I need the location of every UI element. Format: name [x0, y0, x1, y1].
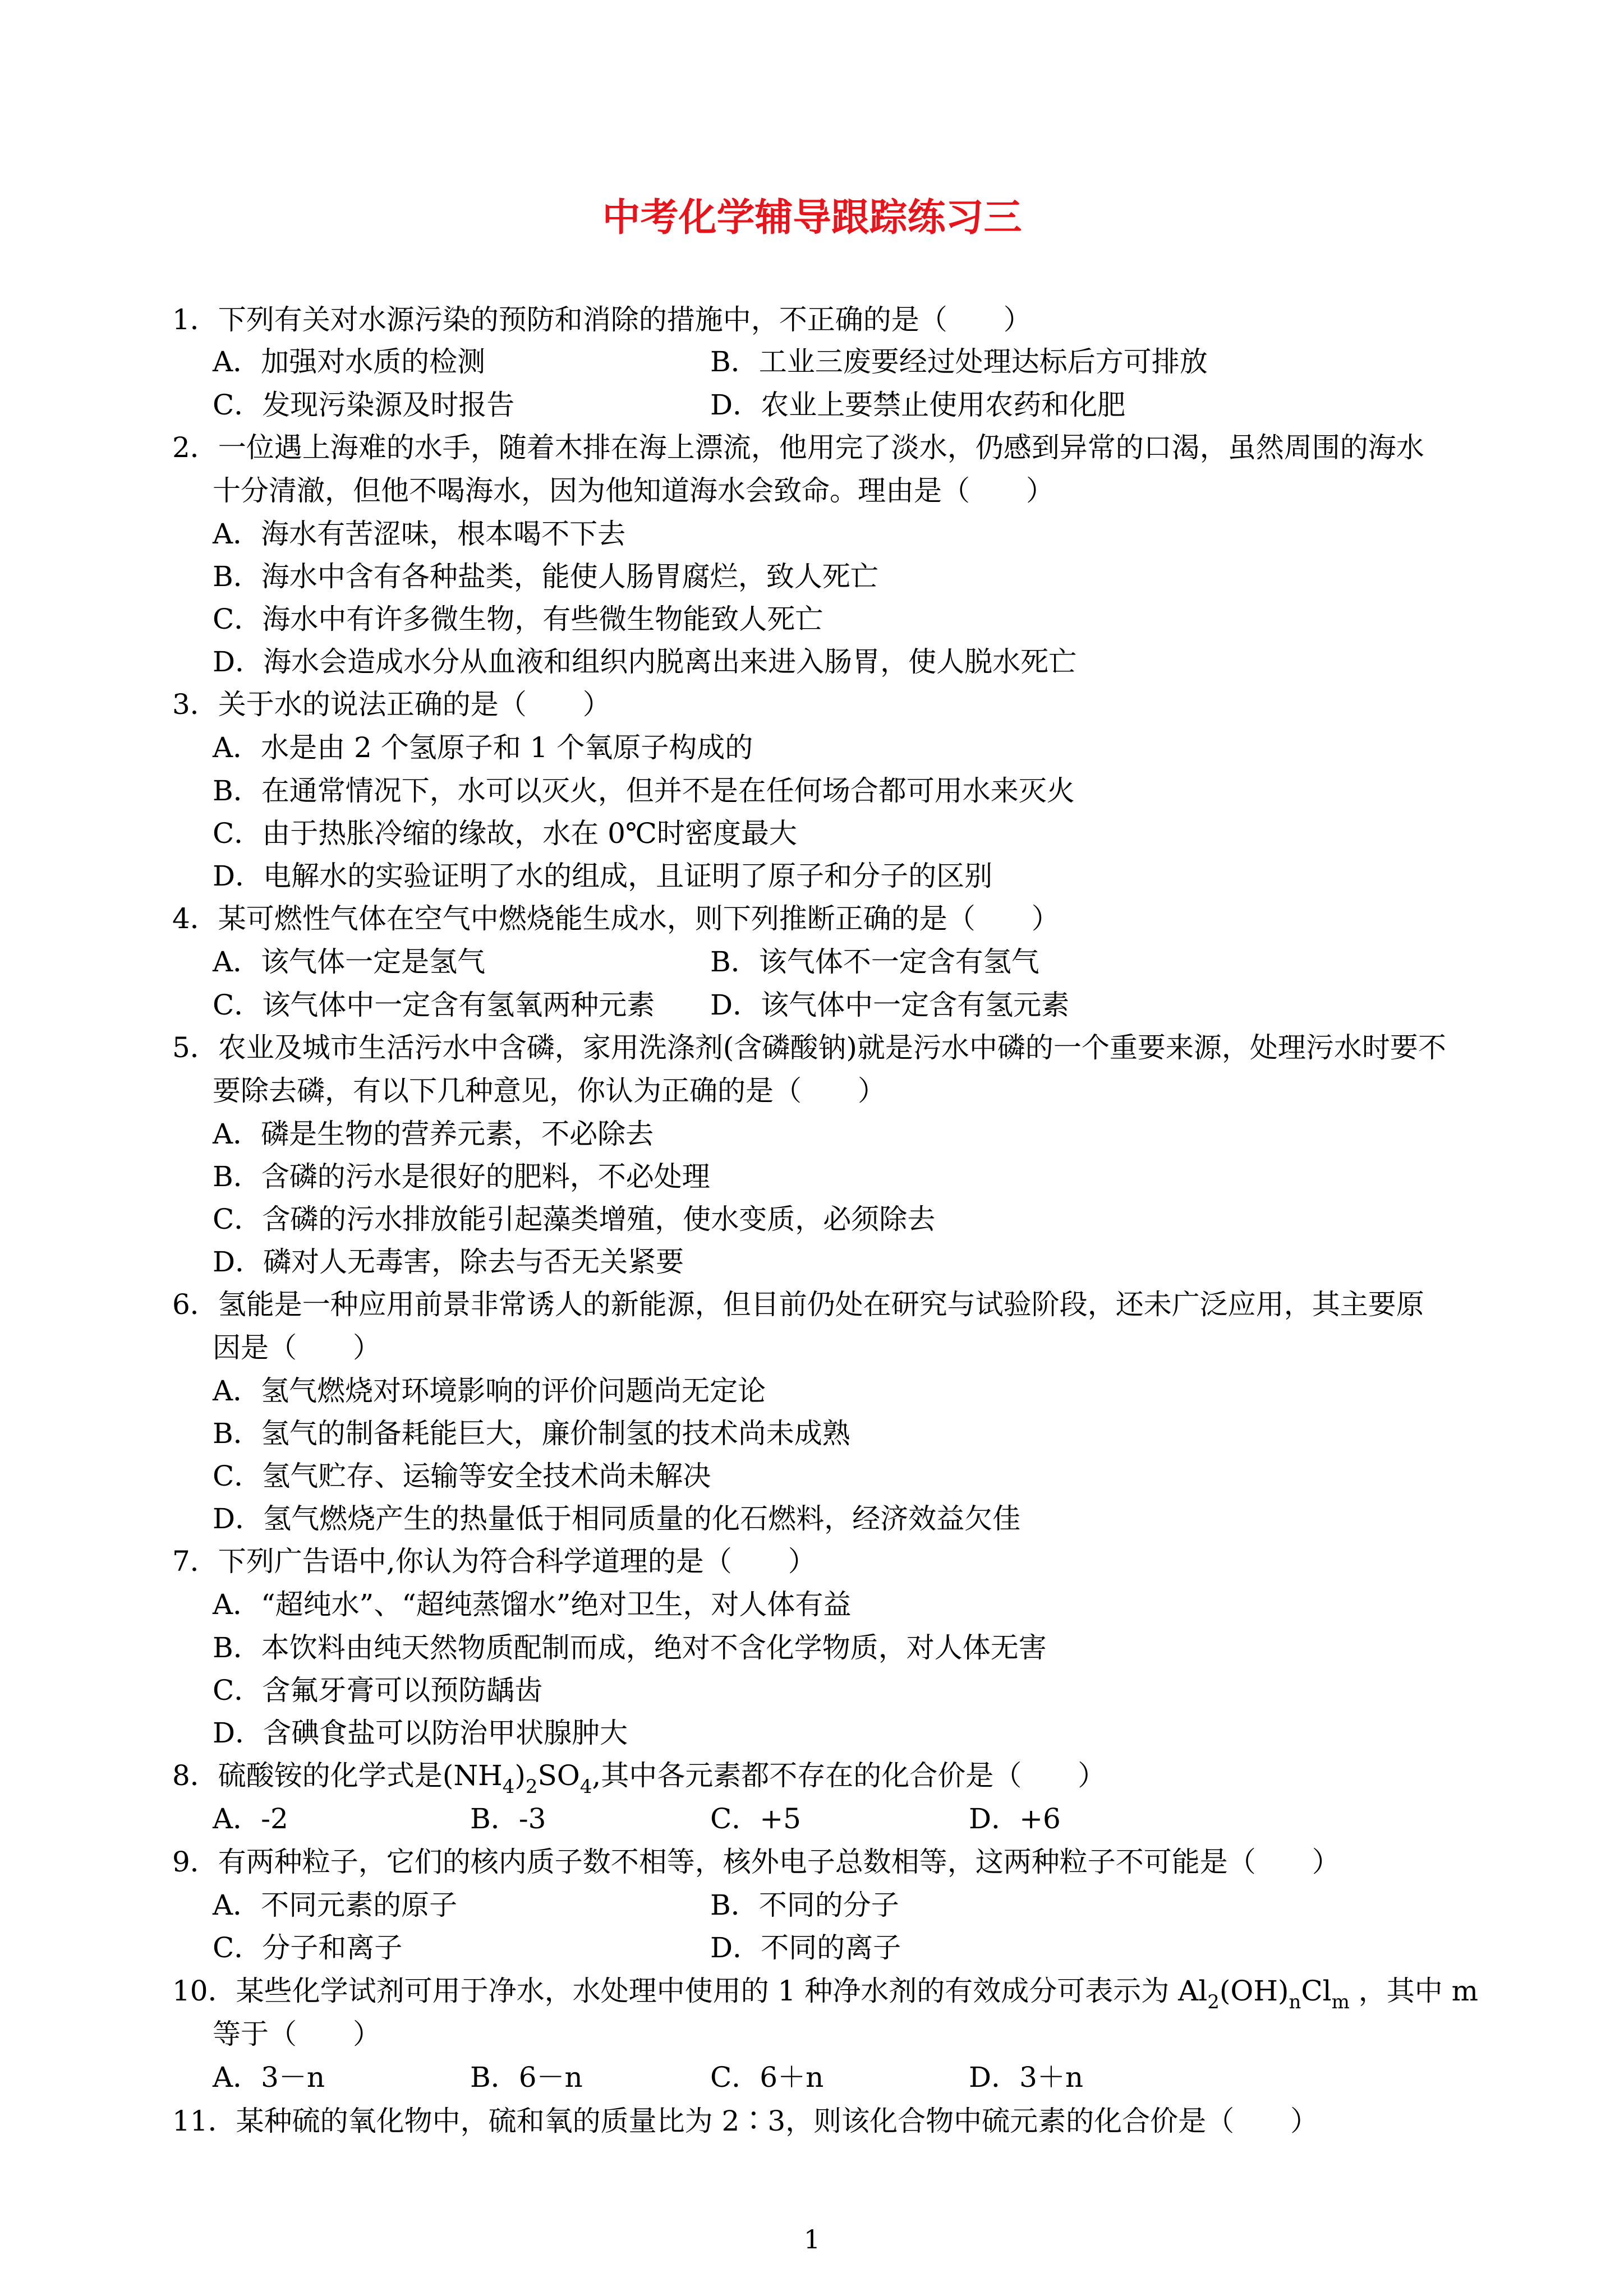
q8-option-b: B．-3 [470, 1802, 546, 1835]
q10-subscript: m [1331, 1991, 1350, 2013]
q5-option-b: B．含磷的污水是很好的肥料，不必处理 [213, 1160, 710, 1193]
q2-option-b: B．海水中含有各种盐类，能使人肠胃腐烂，致人死亡 [213, 560, 878, 593]
q6-stem-line1: 6．氢能是一种应用前景非常诱人的新能源，但目前仍处在研究与试验阶段，还未广泛应用，其主要原 [172, 1288, 1424, 1321]
q10-stem-part: 10．某些化学试剂可用于净水，水处理中使用的 1 种净水剂的有效成分可表示为 Al [172, 1975, 1208, 2007]
q7-option-a: A．“超纯水”、“超纯蒸馏水”绝对卫生，对人体有益 [213, 1588, 852, 1621]
q1-option-a: A．加强对水质的检测 [213, 345, 486, 378]
q6-stem-line2: 因是（ ） [213, 1331, 381, 1364]
q5-stem-line2: 要除去磷，有以下几种意见，你认为正确的是（ ） [213, 1075, 886, 1107]
q10-stem-part: (OH) [1219, 1975, 1289, 2007]
q4-option-d: D．该气体中一定含有氢元素 [710, 989, 1070, 1021]
q9-option-c: C．分子和离子 [213, 1931, 403, 1964]
q3-option-d: D．电解水的实验证明了水的组成，且证明了原子和分子的区别 [213, 860, 993, 892]
q5-stem-line1: 5．农业及城市生活污水中含磷，家用洗涤剂(含磷酸钠)就是污水中磷的一个重要来源，处理污水时要不 [172, 1031, 1446, 1064]
q10-option-d: D．3＋n [969, 2061, 1084, 2094]
q6-option-d: D．氢气燃烧产生的热量低于相同质量的化石燃料，经济效益欠佳 [213, 1502, 1021, 1535]
q10-option-c: C．6＋n [710, 2061, 824, 2094]
q10-subscript: 2 [1207, 1991, 1220, 2013]
q4-stem: 4．某可燃性气体在空气中燃烧能生成水，则下列推断正确的是（ ） [172, 902, 1060, 935]
q9-option-a: A．不同元素的原子 [213, 1889, 458, 1921]
q10-subscript: n [1289, 1991, 1301, 2013]
q7-option-d: D．含碘食盐可以防治甲状腺肿大 [213, 1717, 628, 1749]
q8-stem [172, 1759, 1106, 1798]
q8-stem-part: 8．硫酸铵的化学式是(NH [172, 1759, 503, 1792]
q8-stem-part: ) [514, 1759, 526, 1792]
q1-stem: 1．下列有关对水源污染的预防和消除的措施中，不正确的是（ ） [172, 303, 1032, 336]
q7-option-b: B．本饮料由纯天然物质配制而成，绝对不含化学物质，对人体无害 [213, 1631, 1047, 1664]
q3-option-b: B．在通常情况下，水可以灭火，但并不是在任何场合都可用水来灭火 [213, 774, 1075, 807]
page-number: 1 [803, 2224, 821, 2254]
q9-option-b: B．不同的分子 [710, 1889, 899, 1921]
q8-stem-part: ,其中各元素都不存在的化合价是（ ） [592, 1759, 1106, 1792]
q3-option-c: C．由于热胀冷缩的缘故，水在 0℃时密度最大 [213, 817, 797, 850]
q2-option-d: D．海水会造成水分从血液和组织内脱离出来进入肠胃，使人脱水死亡 [213, 646, 1077, 678]
q7-option-c: C．含氟牙膏可以预防龋齿 [213, 1674, 543, 1707]
q4-option-b: B．该气体不一定含有氢气 [710, 946, 1039, 978]
q8-option-d: D．+6 [969, 1802, 1061, 1835]
q9-option-d: D．不同的离子 [710, 1931, 901, 1964]
q5-option-c: C．含磷的污水排放能引起藻类增殖，使水变质，必须除去 [213, 1203, 936, 1235]
q9-stem: 9．有两种粒子，它们的核内质子数不相等，核外电子总数相等，这两种粒子不可能是（ ） [172, 1846, 1340, 1878]
q4-option-c: C．该气体中一定含有氢氧两种元素 [213, 989, 655, 1021]
q2-stem-line1: 2．一位遇上海难的水手，随着木排在海上漂流，他用完了淡水，仍感到异常的口渴，虽然周围的海水 [172, 431, 1424, 464]
q8-option-c: C．+5 [710, 1802, 801, 1835]
q5-option-d: D．磷对人无毒害，除去与否无关紧要 [213, 1246, 684, 1278]
q8-option-a: A．-2 [213, 1802, 288, 1835]
q11-stem: 11．某种硫的氧化物中，硫和氧的质量比为 2∶3，则该化合物中硫元素的化合价是（ ） [172, 2105, 1319, 2137]
q10-stem-line2: 等于（ ） [213, 2018, 381, 2050]
q6-option-c: C．氢气贮存、运输等安全技术尚未解决 [213, 1460, 711, 1492]
q8-stem-part: SO [537, 1759, 580, 1792]
q10-stem-line1 [172, 1974, 1479, 2013]
q8-subscript: 4 [579, 1776, 592, 1798]
q10-stem-part: Cl [1301, 1975, 1332, 2007]
q7-stem: 7．下列广告语中,你认为符合科学道理的是（ ） [172, 1545, 816, 1578]
q8-subscript: 4 [502, 1776, 515, 1798]
q4-option-a: A．该气体一定是氢气 [213, 946, 486, 978]
q10-option-a: A．3－n [213, 2061, 325, 2094]
q3-stem: 3．关于水的说法正确的是（ ） [172, 688, 611, 721]
page-title: 中考化学辅导跟踪练习三 [602, 195, 1022, 240]
q3-option-a: A．水是由 2 个氢原子和 1 个氧原子构成的 [213, 731, 753, 764]
q1-option-d: D．农业上要禁止使用农药和化肥 [710, 389, 1126, 421]
q10-option-b: B．6－n [470, 2061, 583, 2094]
q10-stem-part: ，其中 m [1349, 1975, 1479, 2007]
q6-option-b: B．氢气的制备耗能巨大，廉价制氢的技术尚未成熟 [213, 1417, 850, 1450]
q2-option-a: A．海水有苦涩味，根本喝不下去 [213, 518, 626, 550]
q1-option-b: B．工业三废要经过处理达标后方可排放 [710, 345, 1208, 378]
q5-option-a: A．磷是生物的营养元素，不必除去 [213, 1118, 654, 1150]
q2-stem-line2: 十分清澈，但他不喝海水，因为他知道海水会致命。理由是（ ） [213, 474, 1054, 507]
q8-subscript: 2 [525, 1776, 538, 1798]
q1-option-c: C．发现污染源及时报告 [213, 389, 515, 421]
q2-option-c: C．海水中有许多微生物，有些微生物能致人死亡 [213, 603, 823, 635]
q6-option-a: A．氢气燃烧对环境影响的评价问题尚无定论 [213, 1375, 766, 1407]
